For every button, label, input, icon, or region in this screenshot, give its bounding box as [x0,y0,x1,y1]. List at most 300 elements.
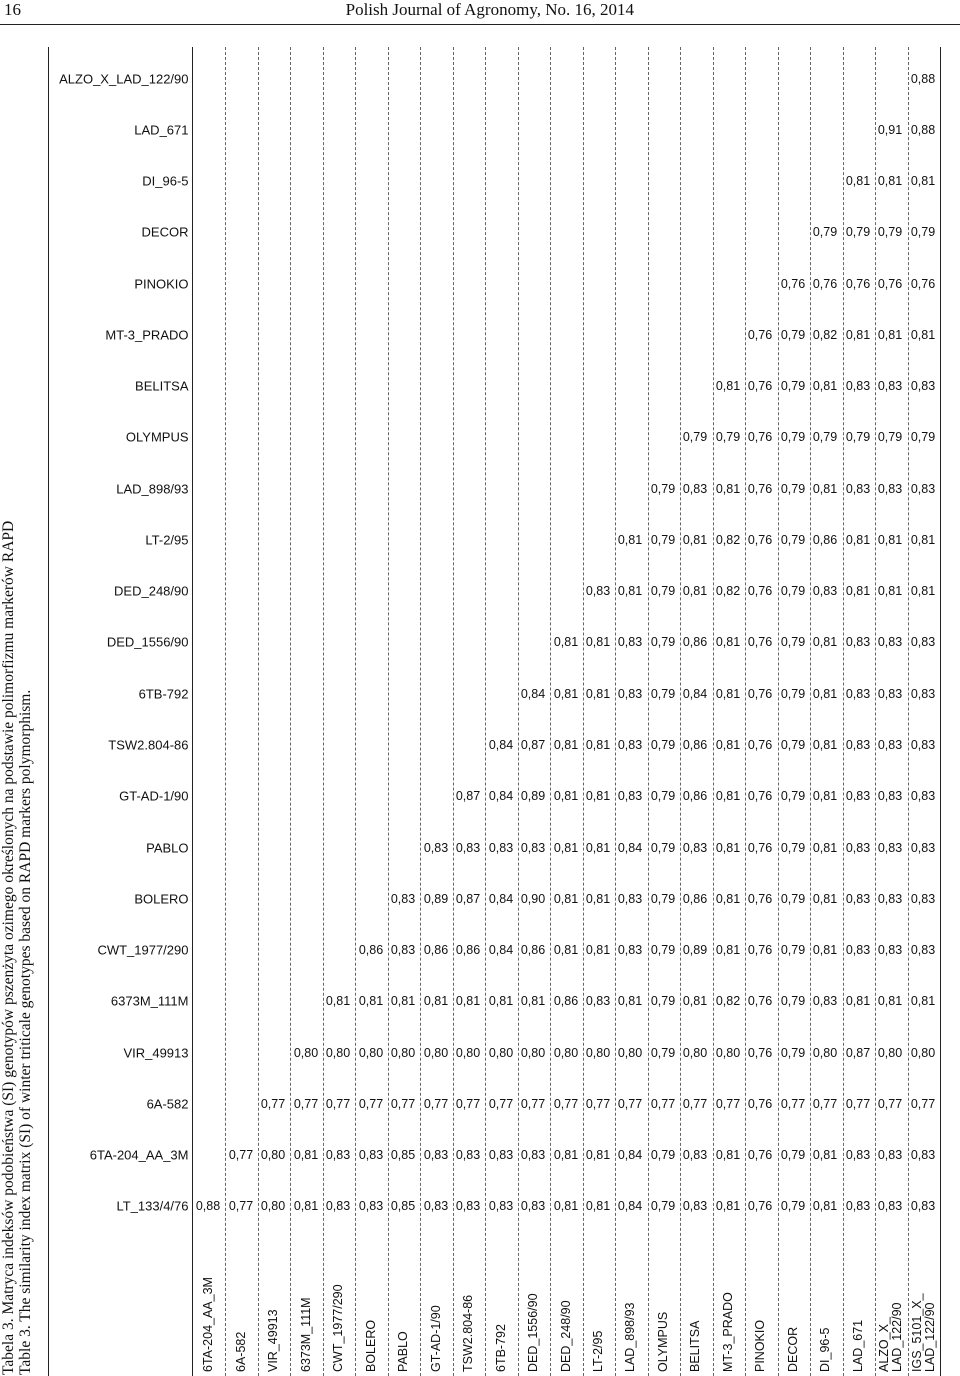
table-cell: 0,79 [780,994,806,1009]
table-cell: 0,76 [748,635,773,650]
row-divider [648,47,649,1376]
table-cell: 0,81 [715,686,741,701]
table-cell: 0,89 [423,891,448,906]
table-cell: 0,83 [683,1148,708,1163]
table-cell: 0,81 [845,327,870,342]
table-cell: 0,90 [520,891,546,906]
table-cell: 0,83 [910,943,935,958]
row-divider [420,47,421,1376]
table-cell: 0,83 [488,1199,513,1214]
row-divider [453,47,454,1376]
table-cell: 0,83 [618,738,643,753]
table-cell: 0,79 [780,379,806,394]
row-divider [908,47,909,1376]
column-header: BOLERO [133,891,188,907]
table-cell: 0,79 [845,225,870,240]
table-cell: 0,76 [748,379,773,394]
table-cell: 0,81 [910,327,935,342]
table-cell: 0,76 [748,994,773,1009]
table-cell: 0,80 [455,1045,481,1060]
table-cell: 0,76 [748,686,773,701]
table-cell: 0,81 [293,1199,318,1214]
table-cell: 0,83 [878,481,903,496]
table-cell: 0,84 [618,1148,643,1163]
table-cell: 0,81 [585,943,611,958]
table-cell: 0,77 [228,1199,253,1214]
table-cell: 0,81 [813,379,838,394]
table-cell: 0,83 [878,635,903,650]
table-cell: 0,79 [780,943,806,958]
table-cell: 0,76 [780,276,806,291]
table-cell: 0,79 [715,430,741,445]
row-label: TSW2.804-86 [461,1294,476,1372]
column-header: MT-3_PRADO [104,327,188,343]
table-cell: 0,86 [423,943,448,958]
table-cell: 0,76 [748,891,773,906]
table-cell: 0,81 [618,994,643,1009]
row-label: VIR_49913 [266,1309,281,1372]
table-cell: 0,79 [650,686,676,701]
table-cell: 0,81 [910,584,935,599]
column-header: 6TA-204_AA_3M [89,1147,188,1163]
table-cell: 0,76 [748,1199,773,1214]
table-cell: 0,76 [813,276,838,291]
table-cell: 0,80 [878,1045,903,1060]
table-cell: 0,81 [845,994,870,1009]
journal-title: Polish Journal of Agronomy, No. 16, 2014 [345,0,634,19]
table-cell: 0,83 [358,1148,383,1163]
table-cell: 0,87 [845,1045,870,1060]
table-cell: 0,89 [520,789,546,804]
table-cell: 0,83 [878,686,903,701]
table-cell: 0,88 [196,1199,221,1214]
similarity-matrix-table [48,46,948,1376]
table-cell: 0,77 [228,1148,253,1163]
table-header [48,47,193,1376]
table-cell: 0,83 [813,994,838,1009]
table-cell: 0,79 [650,1199,676,1214]
table-cell: 0,83 [878,379,903,394]
row-divider [875,47,876,1376]
table-cell: 0,79 [650,840,676,855]
table-cell: 0,76 [748,584,773,599]
column-header: LAD_898/93 [115,481,188,497]
table-cell: 0,83 [845,738,870,753]
table-cell: 0,81 [715,481,741,496]
row-label: 6TA-204_AA_3M [201,1277,216,1372]
table-cell: 0,76 [748,840,773,855]
table-cell: 0,83 [390,891,416,906]
table-cell: 0,88 [910,122,935,137]
table-bottom-rule [940,47,941,1376]
table-cell: 0,79 [878,430,903,445]
table-cell: 0,76 [748,943,773,958]
table-cell: 0,77 [390,1096,416,1111]
table-cell: 0,84 [488,943,513,958]
row-label: LAD_898/93 [623,1302,638,1372]
table-cell: 0,79 [650,1148,676,1163]
table-cell: 0,81 [813,789,838,804]
table-cell: 0,76 [748,738,773,753]
table-cell: 0,76 [748,327,773,342]
table-cell: 0,76 [748,1148,773,1163]
table-cell: 0,89 [683,943,708,958]
table-cell: 0,81 [553,891,578,906]
table-cell: 0,83 [878,738,903,753]
table-cell: 0,83 [813,584,838,599]
column-header: LT-2/95 [144,532,188,548]
table-cell: 0,77 [293,1096,318,1111]
table-cell: 0,79 [813,225,838,240]
table-cell: 0,83 [910,738,935,753]
table-cell: 0,79 [813,430,838,445]
table-cell: 0,81 [813,1148,838,1163]
table-cell: 0,83 [520,840,546,855]
table-cell: 0,77 [358,1096,383,1111]
table-cell: 0,79 [650,1045,676,1060]
table-cell: 0,76 [748,481,773,496]
table-cell: 0,84 [488,738,513,753]
row-label: DECOR [785,1326,800,1372]
row-label: IGS_5101_X_ LAD_122/90 [909,1293,937,1372]
row-divider [290,47,291,1376]
table-cell: 0,81 [813,686,838,701]
table-cell: 0,83 [455,840,481,855]
table-cell: 0,86 [683,635,708,650]
row-divider [518,47,519,1376]
table-cell: 0,83 [878,891,903,906]
column-header: LAD_671 [133,122,188,138]
table-cell: 0,79 [780,840,806,855]
table-cell: 0,86 [813,532,838,547]
table-cell: 0,80 [715,1045,741,1060]
table-cell: 0,83 [618,789,643,804]
table-cell: 0,81 [585,635,611,650]
table-cell: 0,79 [780,584,806,599]
table-cell: 0,81 [455,994,481,1009]
table-cell: 0,81 [813,891,838,906]
table-cell: 0,79 [650,481,676,496]
table-cell: 0,79 [780,686,806,701]
table-cell: 0,81 [813,1199,838,1214]
table-cell: 0,82 [715,994,741,1009]
table-cell: 0,81 [878,532,903,547]
table-cell: 0,83 [358,1199,383,1214]
table-cell: 0,83 [845,891,870,906]
table-cell: 0,80 [618,1045,643,1060]
table-cell: 0,79 [650,584,676,599]
table-cell: 0,81 [878,327,903,342]
caption-english: Table 3. The similarity index matrix (SI) of winter triticale genotypes based on RAPD markers polymorphism. [17,689,34,1375]
header-rule [0,24,960,25]
table-cell: 0,81 [715,738,741,753]
table-cell: 0,81 [715,1148,741,1163]
table-cell: 0,81 [683,532,708,547]
column-header: PABLO [145,840,188,856]
table-cell: 0,86 [520,943,546,958]
table-cell: 0,81 [585,891,611,906]
table-cell: 0,76 [748,532,773,547]
table-cell: 0,80 [683,1045,708,1060]
table-cell: 0,81 [878,994,903,1009]
column-header: LT_133/4/76 [115,1198,188,1214]
table-cell: 0,80 [358,1045,383,1060]
table-cell: 0,83 [910,635,935,650]
table-cell: 0,79 [650,943,676,958]
table-cell: 0,81 [910,174,935,189]
table-cell: 0,83 [910,686,935,701]
column-header: 6A-582 [146,1096,188,1112]
row-label: LAD_671 [850,1319,865,1372]
table-cell: 0,79 [650,789,676,804]
row-label: GT-AD-1/90 [428,1305,443,1372]
column-header: DECOR [141,224,188,240]
table-cell: 0,77 [813,1096,838,1111]
column-header: PINOKIO [133,276,188,292]
row-divider [550,47,551,1376]
row-divider [713,47,714,1376]
table-cell: 0,86 [455,943,481,958]
table-cell: 0,83 [488,1148,513,1163]
table-cell: 0,77 [780,1096,806,1111]
row-label: DED_248/90 [558,1300,573,1372]
table-cell: 0,86 [683,738,708,753]
table-cell: 0,80 [293,1045,318,1060]
table-cell: 0,88 [910,71,935,86]
table-cell: 0,79 [878,225,903,240]
table-cell: 0,81 [520,994,546,1009]
table-cell: 0,80 [261,1199,286,1214]
table-cell: 0,79 [780,1199,806,1214]
table-cell: 0,81 [325,994,351,1009]
table-cell: 0,77 [423,1096,448,1111]
table-cell: 0,81 [910,994,935,1009]
table-cell: 0,84 [488,789,513,804]
table-cell: 0,81 [618,584,643,599]
table-cell: 0,84 [683,686,708,701]
column-header: DED_248/90 [113,583,188,599]
table-cell: 0,81 [845,584,870,599]
table-cell: 0,83 [325,1199,351,1214]
row-label: 6373M_111M [298,1297,313,1372]
column-header: GT-AD-1/90 [118,788,188,804]
column-header: DED_1556/90 [106,635,188,650]
table-cell: 0,83 [455,1199,481,1214]
table-cell: 0,83 [520,1199,546,1214]
table-cell: 0,81 [715,635,741,650]
table-cell: 0,83 [618,635,643,650]
table-cell: 0,83 [845,1148,870,1163]
row-divider [583,47,584,1376]
row-divider [388,47,389,1376]
table-cell: 0,82 [715,532,741,547]
row-divider [843,47,844,1376]
table-cell: 0,77 [585,1096,611,1111]
table-cell: 0,83 [845,943,870,958]
table-cell: 0,83 [423,1199,448,1214]
table-cell: 0,81 [423,994,448,1009]
table-cell: 0,81 [715,943,741,958]
table-cell: 0,83 [910,789,935,804]
table-cell: 0,86 [553,994,578,1009]
table-cell: 0,86 [683,891,708,906]
row-divider [680,47,681,1376]
row-label: 6TB-792 [493,1324,508,1372]
column-header: TSW2.804-86 [107,737,188,753]
table-cell: 0,83 [878,1199,903,1214]
table-cell: 0,81 [813,840,838,855]
table-cell: 0,83 [845,686,870,701]
table-cell: 0,76 [910,276,935,291]
table-cell: 0,79 [650,738,676,753]
table-cell: 0,83 [845,379,870,394]
row-divider [485,47,486,1376]
table-cell: 0,77 [325,1096,351,1111]
table-cell: 0,85 [390,1148,416,1163]
table-cell: 0,82 [813,327,838,342]
table-cell: 0,83 [618,891,643,906]
table-cell: 0,81 [553,686,578,701]
table-cell: 0,81 [585,1148,611,1163]
table-cell: 0,83 [423,1148,448,1163]
table-cell: 0,81 [813,943,838,958]
page-number: 16 [4,0,21,19]
column-header: 6TB-792 [138,686,188,702]
table-cell: 0,77 [878,1096,903,1111]
table-cell: 0,81 [878,584,903,599]
table-cell: 0,81 [585,1199,611,1214]
table-cell: 0,76 [748,789,773,804]
table-cell: 0,81 [910,532,935,547]
table-cell: 0,80 [520,1045,546,1060]
row-label: DED_1556/90 [526,1293,541,1372]
row-label: ALZO_X_ LAD_122/90 [877,1302,905,1372]
table-cell: 0,81 [813,635,838,650]
row-label: MT-3_PRADO [720,1292,735,1372]
table-cell: 0,83 [910,1148,935,1163]
table-cell: 0,83 [910,379,935,394]
table-cell: 0,84 [488,891,513,906]
table-cell: 0,79 [650,994,676,1009]
table-cell: 0,80 [423,1045,448,1060]
table-cell: 0,77 [715,1096,741,1111]
row-divider [355,47,356,1376]
table-cell: 0,87 [455,789,481,804]
table-cell: 0,79 [780,635,806,650]
row-label: PINOKIO [753,1319,768,1372]
row-divider [745,47,746,1376]
table-cell: 0,79 [780,738,806,753]
column-header: VIR_49913 [122,1045,188,1061]
table-cell: 0,83 [520,1148,546,1163]
caption-polish: Tabela 3. Matryca indeksów podobieństwa (SI) genotypów pszenżyta ozimego określonych na podstawie polimorfizmu markerów RAPD [0,520,17,1375]
table-cell: 0,81 [293,1148,318,1163]
table-cell: 0,81 [618,532,643,547]
table-cell: 0,81 [683,584,708,599]
table-cell: 0,79 [845,430,870,445]
table-cell: 0,83 [845,840,870,855]
row-divider [258,47,259,1376]
table-cell: 0,81 [553,943,578,958]
table-cell: 0,81 [553,635,578,650]
table-cell: 0,83 [878,840,903,855]
table-cell: 0,79 [780,789,806,804]
table-cell: 0,81 [845,174,870,189]
table-cell: 0,83 [585,994,611,1009]
table-cell: 0,83 [390,943,416,958]
table-cell: 0,83 [910,891,935,906]
table-cell: 0,79 [683,430,708,445]
table-cell: 0,80 [488,1045,513,1060]
table-cell: 0,83 [910,840,935,855]
table-cell: 0,83 [683,840,708,855]
row-divider [778,47,779,1376]
table-cell: 0,80 [585,1045,611,1060]
column-header: CWT_1977/290 [96,942,188,958]
table-cell: 0,81 [553,1148,578,1163]
table-cell: 0,79 [910,225,935,240]
table-cell: 0,81 [878,174,903,189]
table-cell: 0,83 [845,789,870,804]
table-cell: 0,83 [618,686,643,701]
row-label: LT-2/95 [590,1330,605,1372]
table-cell: 0,81 [715,379,741,394]
table-cell: 0,82 [715,584,741,599]
table-cell: 0,81 [585,738,611,753]
table-cell: 0,80 [261,1148,286,1163]
table-cell: 0,83 [618,943,643,958]
table-cell: 0,86 [358,943,383,958]
row-divider [323,47,324,1376]
table-cell: 0,81 [358,994,383,1009]
table-cell: 0,80 [910,1045,935,1060]
column-header: OLYMPUS [125,429,188,445]
table-cell: 0,81 [488,994,513,1009]
table-cell: 0,81 [813,738,838,753]
column-header: BELITSA [134,378,188,394]
table-cell: 0,80 [553,1045,578,1060]
table-cell: 0,81 [715,1199,741,1214]
table-cell: 0,79 [780,430,806,445]
table-cell: 0,83 [423,840,448,855]
table-caption [0,46,34,1375]
table-cell: 0,77 [261,1096,286,1111]
table-cell: 0,86 [683,789,708,804]
table-cell: 0,81 [813,481,838,496]
table-cell: 0,83 [325,1148,351,1163]
table-cell: 0,81 [585,789,611,804]
row-label: PABLO [396,1331,411,1372]
table-cell: 0,77 [520,1096,546,1111]
table-cell: 0,81 [585,840,611,855]
table-cell: 0,79 [780,481,806,496]
table-cell: 0,80 [325,1045,351,1060]
table-cell: 0,81 [715,840,741,855]
table-cell: 0,83 [455,1148,481,1163]
table-cell: 0,81 [390,994,416,1009]
table-cell: 0,83 [878,943,903,958]
table-cell: 0,83 [845,635,870,650]
table-cell: 0,76 [748,430,773,445]
table-cell: 0,81 [683,994,708,1009]
row-label: BOLERO [363,1319,378,1372]
table-cell: 0,83 [878,789,903,804]
table-cell: 0,77 [455,1096,481,1111]
table-cell: 0,81 [553,840,578,855]
column-header: ALZO_X_LAD_122/90 [58,71,188,87]
row-label: CWT_1977/290 [331,1284,346,1372]
table-cell: 0,83 [585,584,611,599]
